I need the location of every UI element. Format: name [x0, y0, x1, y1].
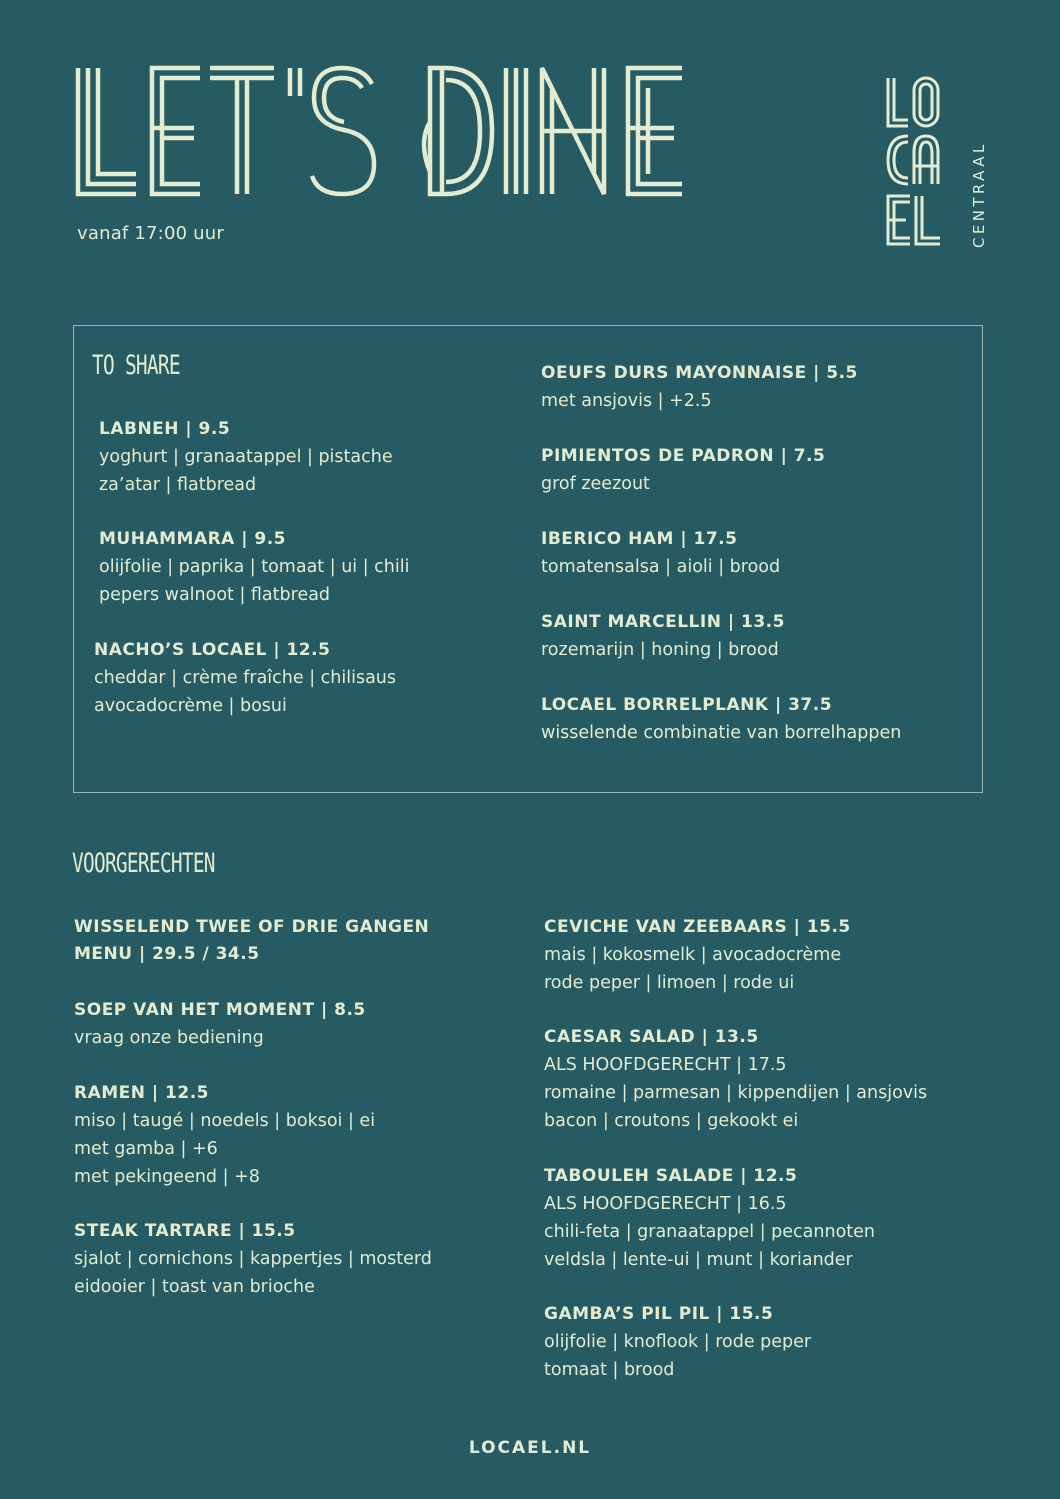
- item-description: ALS HOOFDGERECHT | 17.5: [544, 1055, 787, 1075]
- menu-item-gambas: [544, 1301, 811, 1384]
- item-description: bacon | croutons | gekookt ei: [544, 1111, 799, 1131]
- item-name: SOEP VAN HET MOMENT | 8.5: [74, 1000, 366, 1020]
- item-name: LABNEH | 9.5: [99, 419, 231, 439]
- item-description: met ansjovis | +2.5: [541, 391, 712, 411]
- item-name: TABOULEH SALADE | 12.5: [544, 1166, 798, 1186]
- item-name: PIMIENTOS DE PADRON | 7.5: [541, 446, 826, 466]
- menu-item-iberico: [541, 526, 780, 581]
- item-description: za’atar | flatbread: [99, 475, 257, 495]
- item-description: sjalot | cornichons | kappertjes | mosterd: [74, 1249, 432, 1269]
- item-description: olijfolie | paprika | tomaat | ui | chili: [99, 557, 410, 577]
- title-lettering: [74, 62, 694, 202]
- item-description: cheddar | crème fraîche | chilisaus: [94, 668, 397, 688]
- item-description: ALS HOOFDGERECHT | 16.5: [544, 1194, 787, 1214]
- section-heading-to-share: TO SHARE: [92, 350, 180, 381]
- menu-item-ramen: [74, 1080, 375, 1191]
- menu-item-tabouleh: [544, 1163, 875, 1274]
- item-description: mais | kokosmelk | avocadocrème: [544, 945, 842, 965]
- menu-item-gangen-menu: [74, 914, 429, 968]
- item-description: romaine | parmesan | kippendijen | ansjovis: [544, 1083, 928, 1103]
- opening-time: vanaf 17:00 uur: [77, 223, 224, 244]
- menu-item-saint-marcellin: [541, 609, 785, 664]
- item-description: pepers walnoot | flatbread: [99, 585, 331, 605]
- item-name: WISSELEND TWEE OF DRIE GANGEN: [74, 917, 430, 937]
- item-description: tomatensalsa | aioli | brood: [541, 557, 781, 577]
- item-description: wisselende combinatie van borrelhappen: [541, 723, 902, 743]
- item-name-continued: MENU | 29.5 / 34.5: [74, 944, 260, 964]
- item-description: vraag onze bediening: [74, 1028, 264, 1048]
- menu-item-ceviche: [544, 914, 851, 997]
- menu-item-steak-tartare: [74, 1218, 432, 1301]
- item-description: yoghurt | granaatappel | pistache: [99, 447, 393, 467]
- item-name: SAINT MARCELLIN | 13.5: [541, 612, 785, 632]
- item-description: met gamba | +6: [74, 1139, 218, 1159]
- item-description: avocadocrème | bosui: [94, 696, 287, 716]
- item-description: miso | taugé | noedels | boksoi | ei: [74, 1111, 376, 1131]
- item-name: CEVICHE VAN ZEEBAARS | 15.5: [544, 917, 851, 937]
- item-name: IBERICO HAM | 17.5: [541, 529, 738, 549]
- item-description: rozemarijn | honing | brood: [541, 640, 779, 660]
- logo-subtitle: CENTRAAL: [970, 141, 988, 248]
- item-description: olijfolie | knoflook | rode peper: [544, 1332, 812, 1352]
- item-name: LOCAEL BORRELPLANK | 37.5: [541, 695, 833, 715]
- menu-item-nachos: [94, 637, 396, 720]
- page-title: [74, 62, 694, 202]
- item-name: NACHO’S LOCAEL | 12.5: [94, 640, 331, 660]
- menu-item-oeufs: [541, 360, 858, 415]
- item-description: tomaat | brood: [544, 1360, 675, 1380]
- item-name: MUHAMMARA | 9.5: [99, 529, 287, 549]
- item-description: veldsla | lente-ui | munt | koriander: [544, 1250, 853, 1270]
- item-name: STEAK TARTARE | 15.5: [74, 1221, 296, 1241]
- item-name: CAESAR SALAD | 13.5: [544, 1027, 759, 1047]
- item-description: grof zeezout: [541, 474, 650, 494]
- item-description: eidooier | toast van brioche: [74, 1277, 315, 1297]
- item-name: RAMEN | 12.5: [74, 1083, 209, 1103]
- menu-item-caesar-salad: [544, 1024, 927, 1135]
- item-description: chili-feta | granaatappel | pecannoten: [544, 1222, 875, 1242]
- menu-item-borrelplank: [541, 692, 901, 747]
- menu-item-pimientos: [541, 443, 825, 498]
- website-link[interactable]: LOCAEL.NL: [468, 1438, 592, 1458]
- item-description: met pekingeend | +8: [74, 1167, 260, 1187]
- menu-item-labneh: [99, 416, 393, 499]
- item-name: GAMBA’S PIL PIL | 15.5: [544, 1304, 774, 1324]
- item-name: OEUFS DURS MAYONNAISE | 5.5: [541, 363, 858, 383]
- menu-item-muhammara: [99, 526, 409, 609]
- item-description: rode peper | limoen | rode ui: [544, 973, 795, 993]
- menu-item-soep: [74, 997, 366, 1052]
- section-heading-voorgerechten: VOORGERECHTEN: [72, 848, 215, 879]
